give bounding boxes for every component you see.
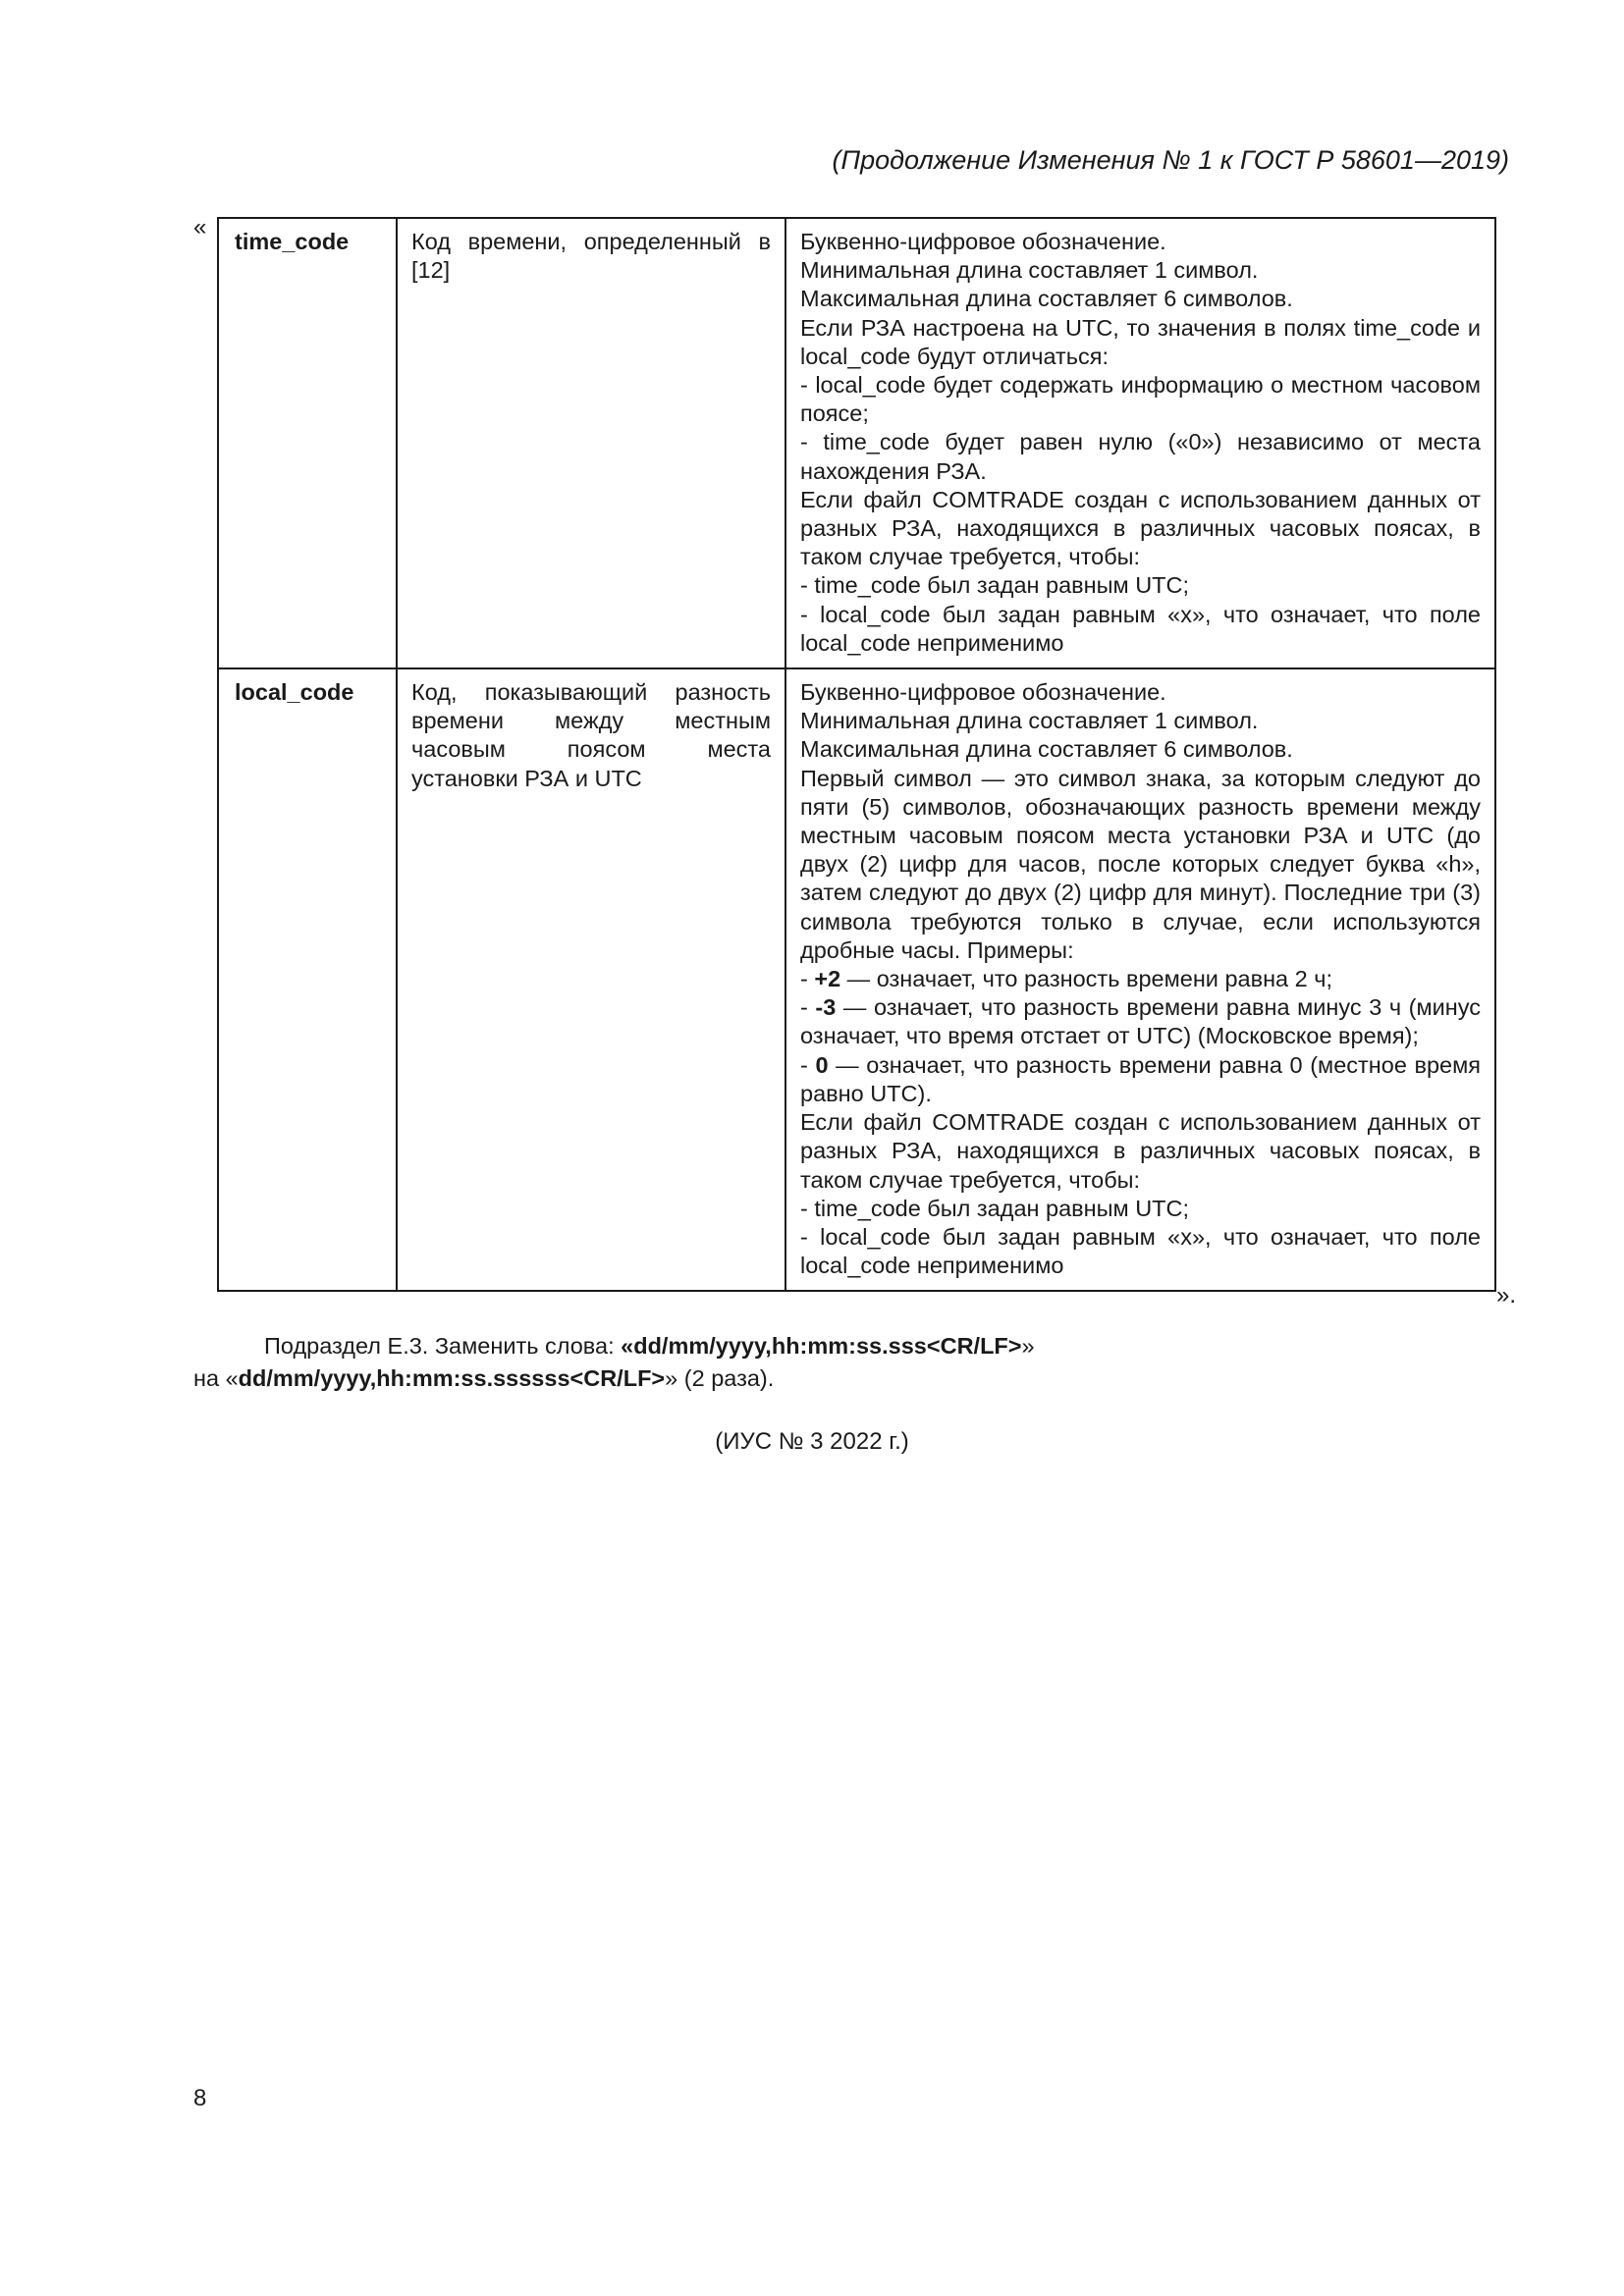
field-name-cell: local_code	[218, 668, 397, 1291]
description-line: - time_code был задан равным UTC;	[800, 572, 1190, 599]
example-prefix: -	[800, 994, 816, 1021]
description-line: Максимальная длина составляет 6 символов.	[800, 286, 1293, 312]
example-prefix: -	[800, 1051, 816, 1078]
old-format-close-quote: »	[1021, 1333, 1035, 1359]
amendment-line-1	[193, 1330, 1489, 1362]
field-name-cell: time_code	[218, 218, 397, 668]
example-code: -3	[815, 994, 837, 1021]
opening-quote-mark: «	[193, 214, 207, 240]
example-text: — означает, что разность времени равна минус 3 ч (минус означает, что время отстает от UTC) (Московское время);	[800, 994, 1481, 1049]
field-definition-table	[217, 217, 1496, 1292]
new-format-value: dd/mm/yyyy,hh:mm:ss.ssssss<CR/LF>	[238, 1365, 666, 1391]
amendment-intro: Подраздел Е.3. Заменить слова:	[264, 1333, 622, 1359]
example-line	[800, 993, 1481, 1050]
example-text: — означает, что разность времени равна 0 (местное время равно UTC).	[800, 1051, 1482, 1106]
example-prefix: -	[800, 966, 815, 992]
field-title-cell: Код, показывающий разность времени между местным часовым поясом места установки РЗА и UTC	[397, 668, 785, 1291]
description-line: Минимальная длина составляет 1 символ.	[800, 257, 1259, 284]
old-format-open-quote: «	[621, 1333, 634, 1359]
amendment-conjunction: на	[193, 1365, 226, 1391]
page-number: 8	[193, 2085, 207, 2111]
amendment-paragraph	[193, 1330, 1489, 1395]
description-line: Если РЗА настроена на UTC, то значения в полях time_code и local_code будут отличаться:	[800, 314, 1481, 369]
description-line: Если файл COMTRADE создан с использованием данных от разных РЗА, находящихся в различных часовых поясах, в таком случае требуется, чтобы:	[800, 486, 1481, 570]
example-line	[800, 965, 1481, 993]
field-description-cell	[785, 668, 1495, 1291]
description-line: Минимальная длина составляет 1 символ.	[800, 708, 1259, 734]
description-line: - local_code был задан равным «x», что означает, что поле local_code неприменимо	[800, 601, 1481, 656]
new-format-open-quote: «	[225, 1365, 239, 1391]
example-code: 0	[815, 1051, 829, 1078]
description-line: Первый символ — это символ знака, за которым следуют до пяти (5) символов, обозначающих разность времени между местным часовым поясом места установки РЗА и UTC (до двух (2) цифр для часов, после которых следует буква «h», затем следуют до двух (2) цифр для минут). Последние три (3) символа требуются только в случае, если используются дробные часы. Примеры:	[800, 765, 1481, 963]
table-row	[218, 668, 1495, 1291]
old-format-value: dd/mm/yyyy,hh:mm:ss.sss<CR/LF>	[633, 1333, 1022, 1359]
description-line: Если файл COMTRADE создан с использованием данных от разных РЗА, находящихся в различных часовых поясах, в таком случае требуется, чтобы:	[800, 1109, 1481, 1193]
description-line: Максимальная длина составляет 6 символов.	[800, 736, 1293, 763]
description-line: - time_code был задан равным UTC;	[800, 1195, 1190, 1221]
description-line: - local_code был задан равным «x», что означает, что поле local_code неприменимо	[800, 1223, 1481, 1279]
page-header: (Продолжение Изменения № 1 к ГОСТ Р 58601—2019)	[832, 145, 1509, 175]
closing-quote-mark: ».	[1496, 1282, 1517, 1308]
new-format-close-quote: »	[665, 1365, 678, 1391]
description-line: Буквенно-цифровое обозначение.	[800, 229, 1166, 254]
amendment-line-2	[193, 1362, 1489, 1395]
example-code: +2	[814, 966, 841, 992]
table-row	[218, 218, 1495, 668]
description-line: Буквенно-цифровое обозначение.	[800, 679, 1166, 706]
example-text: — означает, что разность времени равна 2 ч;	[840, 966, 1333, 992]
field-title-cell: Код времени, определенный в [12]	[397, 218, 785, 668]
field-description-cell	[785, 218, 1495, 668]
example-line	[800, 1051, 1481, 1108]
amendment-suffix: (2 раза).	[677, 1365, 775, 1391]
description-line: - time_code будет равен нулю («0») независимо от места нахождения РЗА.	[800, 429, 1481, 484]
publication-index: (ИУС № 3 2022 г.)	[715, 1428, 909, 1455]
description-line: - local_code будет содержать информацию о местном часовом поясе;	[800, 372, 1481, 427]
